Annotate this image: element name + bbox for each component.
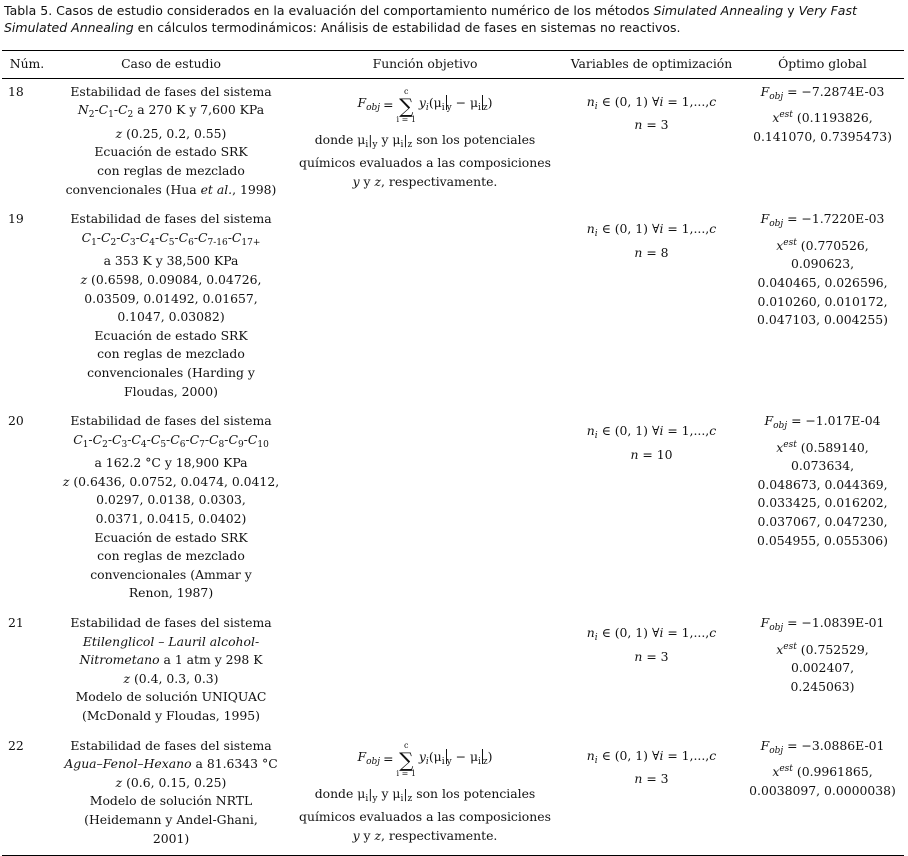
case-line: z (0.6436, 0.0752, 0.0474, 0.0412,	[62, 473, 280, 489]
case-description	[54, 610, 288, 733]
results-table	[2, 50, 904, 856]
caption-conjunction: y	[787, 3, 795, 18]
header-row	[2, 51, 904, 79]
optimum-fobj: $F_{obj} = -7.2874E-03$	[760, 83, 885, 102]
optimum-composition-line: 0.037067, 0.047230,	[757, 514, 888, 530]
optimization-variables	[562, 733, 741, 856]
caption-method-1: Simulated Annealing	[653, 3, 784, 18]
case-line: a 353 K y 38,500 KPa	[103, 253, 239, 269]
optimum-fobj: $F_{obj} = -1.0839E-01$	[760, 615, 885, 634]
case-line: convencionales (Hua et al., 1998)	[65, 181, 277, 197]
optimum-fobj: $F_{obj} = -1.7220E-03$	[760, 211, 885, 230]
formula-explanation-line: químicos evaluados a las composiciones	[299, 155, 551, 171]
caption-suffix: en cálculos termodinámicos: Análisis de estabilidad de fases en sistemas no reactivos.	[137, 20, 681, 35]
case-line: Modelo de solución NRTL	[89, 793, 253, 809]
case-line: 0.03509, 0.01492, 0.01657,	[84, 290, 258, 306]
global-optimum	[741, 206, 904, 408]
objective-function	[290, 83, 560, 192]
table-caption	[4, 2, 904, 36]
optimum-composition-line: 0.040465, 0.026596,	[757, 274, 888, 290]
row-number: 21	[8, 615, 24, 631]
variable-domain: $n_i$ ∈ (0, 1) ∀i = 1,...,c	[586, 93, 717, 112]
optimum-fobj: $F_{obj} = -3.0886E-01$	[760, 737, 885, 756]
case-line: Agua–Fenol–Hexano a 81.6343 °C	[64, 756, 278, 772]
case-line: Renon, 1987)	[128, 585, 214, 601]
header-num: Núm.	[2, 51, 54, 79]
table-body	[2, 78, 904, 856]
caption-method-2: Very Fast Simulated Annealing	[4, 3, 857, 35]
variables-block	[564, 737, 739, 789]
case-line: a 162.2 °C y 18,900 KPa	[94, 455, 248, 471]
caption-prefix: Tabla 5. Casos de estudio considerados en la evaluación del comportamiento numérico de los métodos	[4, 3, 650, 18]
case-line: (McDonald y Floudas, 1995)	[82, 708, 260, 723]
table-row	[2, 610, 904, 733]
case-line: 2001)	[152, 830, 190, 846]
case-line: Ecuación de estado SRK	[94, 327, 248, 343]
objective-function	[290, 737, 560, 846]
optimization-variables	[562, 408, 741, 610]
global-optimum	[741, 408, 904, 610]
formula-equation: $F_{obj}$ = c ∑ i = 1 $y_i(\mu_i$ $_y - \mu_i$ $_z$)	[357, 86, 493, 124]
variable-count: n = 10	[630, 446, 673, 462]
variable-count: n = 3	[634, 771, 669, 787]
case-line: z (0.4, 0.3, 0.3)	[123, 670, 219, 686]
case-description	[54, 78, 288, 206]
case-line: z (0.25, 0.2, 0.55)	[115, 125, 227, 141]
case-description	[54, 733, 288, 856]
case-line: convencionales (Harding y	[87, 364, 255, 380]
case-description	[54, 408, 288, 610]
case-line: 0.0297, 0.0138, 0.0303,	[96, 492, 246, 508]
optimum-composition-line: 0.245063)	[790, 678, 855, 694]
case-line: $C_1-C_2-C_3-C_4-C_5-C_6-C_{7-16}-C_{17+}$	[81, 229, 261, 248]
table-row	[2, 733, 904, 856]
global-optimum	[741, 733, 904, 856]
optimum-composition-line: $x^{est}$ (0.1193826,	[772, 110, 873, 126]
optimization-variables	[562, 610, 741, 733]
objective-function-cell	[288, 206, 562, 408]
optimum-composition-line: 0.010260, 0.010172,	[757, 293, 888, 309]
case-line: Estabilidad de fases del sistema	[70, 211, 272, 227]
variable-domain: $n_i$ ∈ (0, 1) ∀i = 1,...,c	[586, 747, 717, 766]
optimum-composition-line: 0.048673, 0.044369,	[757, 476, 888, 492]
formula-equation: $F_{obj}$ = c ∑ i = 1 $y_i(\mu_i$ $_y - \mu_i$ $_z$)	[357, 740, 493, 778]
table-row	[2, 78, 904, 206]
table-row	[2, 206, 904, 408]
case-line: 0.1047, 0.03082)	[117, 309, 225, 325]
header-function: Función objetivo	[288, 51, 562, 79]
optimum-fobj: $F_{obj} = -1.017E-04$	[764, 413, 881, 432]
case-line: Ecuación de estado SRK	[94, 529, 248, 545]
header-case: Caso de estudio	[54, 51, 288, 79]
optimum-composition-line: 0.047103, 0.004255)	[757, 312, 888, 328]
optimum-composition-line: $x^{est}$ (0.9961865,	[772, 764, 873, 780]
case-line: convencionales (Ammar y	[90, 566, 252, 582]
case-line: $C_1-C_2-C_3-C_4-C_5-C_6-C_7-C_8-C_9-C_{10}$	[73, 431, 269, 450]
row-number: 19	[8, 211, 24, 227]
case-line: Estabilidad de fases del sistema	[70, 83, 272, 99]
optimum-composition-line: 0.141070, 0.7395473)	[753, 128, 892, 144]
case-line: Nitrometano a 1 atm y 298 K	[79, 652, 263, 668]
formula-explanation-line: y y z, respectivamente.	[352, 173, 498, 189]
case-description	[54, 206, 288, 408]
global-optimum	[741, 78, 904, 206]
variable-count: n = 8	[634, 244, 669, 260]
case-line: Estabilidad de fases del sistema	[70, 615, 272, 631]
formula-explanation-line: y y z, respectivamente.	[352, 827, 498, 843]
formula-explanation-line: donde $\mu_i|_y$ y $\mu_i|_z$ son los potenciales	[314, 785, 536, 804]
optimization-variables	[562, 206, 741, 408]
variable-count: n = 3	[634, 648, 669, 664]
variables-block	[564, 412, 739, 464]
case-line: con reglas de mezclado	[97, 548, 245, 564]
optimum-composition-line: $x^{est}$ (0.770526, 0.090623,	[776, 237, 869, 272]
variables-block	[564, 83, 739, 135]
optimum-composition-line: $x^{est}$ (0.589140, 0.073634,	[776, 439, 869, 474]
formula-lhs: F	[357, 94, 367, 110]
variable-domain: $n_i$ ∈ (0, 1) ∀i = 1,...,c	[586, 625, 717, 644]
variables-block	[564, 210, 739, 262]
variable-domain: $n_i$ ∈ (0, 1) ∀i = 1,...,c	[586, 423, 717, 442]
optimum-composition-line: $x^{est}$ (0.752529, 0.002407,	[776, 641, 869, 676]
variables-block	[564, 614, 739, 666]
variable-count: n = 3	[634, 117, 669, 133]
objective-function-cell	[288, 733, 562, 856]
header-optimum: Óptimo global	[741, 51, 904, 79]
case-line: Estabilidad de fases del sistema	[70, 737, 272, 753]
case-line: z (0.6, 0.15, 0.25)	[115, 774, 227, 790]
optimization-variables	[562, 78, 741, 206]
objective-function-cell	[288, 78, 562, 206]
global-optimum	[741, 610, 904, 733]
row-number: 18	[8, 83, 24, 99]
optimum-composition-line: 0.054955, 0.055306)	[757, 532, 888, 548]
case-line: $N_2-C_1-C_2$ a 270 K y 7,600 KPa	[77, 102, 265, 121]
objective-function-cell	[288, 408, 562, 610]
case-line: Ecuación de estado SRK	[94, 144, 248, 160]
formula-explanation-line: donde $\mu_i|_y$ y $\mu_i|_z$ son los potenciales	[314, 131, 536, 150]
optimum-composition-line: 0.0038097, 0.0000038)	[749, 782, 896, 798]
optimum-composition-line: 0.033425, 0.016202,	[757, 495, 888, 511]
row-number: 22	[2, 733, 54, 856]
case-line: (Heidemann y Andel-Ghani,	[84, 811, 258, 827]
formula-lhs: F	[357, 748, 367, 764]
case-line: con reglas de mezclado	[97, 346, 245, 362]
case-line: Estabilidad de fases del sistema	[70, 413, 272, 429]
row-number: 20	[8, 413, 24, 429]
header-variables: Variables de optimización	[562, 51, 741, 79]
case-line: Modelo de solución UNIQUAC	[75, 689, 267, 705]
case-line: con reglas de mezclado	[97, 162, 245, 178]
variable-domain: $n_i$ ∈ (0, 1) ∀i = 1,...,c	[586, 221, 717, 240]
table-row	[2, 408, 904, 610]
formula-explanation-line: químicos evaluados a las composiciones	[299, 809, 551, 825]
case-line: Floudas, 2000)	[124, 383, 218, 399]
case-line: 0.0371, 0.0415, 0.0402)	[95, 511, 247, 527]
case-line: Etilenglicol – Lauril alcohol-	[82, 633, 260, 649]
objective-function-cell	[288, 610, 562, 733]
case-line: z (0.6598, 0.09084, 0.04726,	[80, 271, 262, 287]
